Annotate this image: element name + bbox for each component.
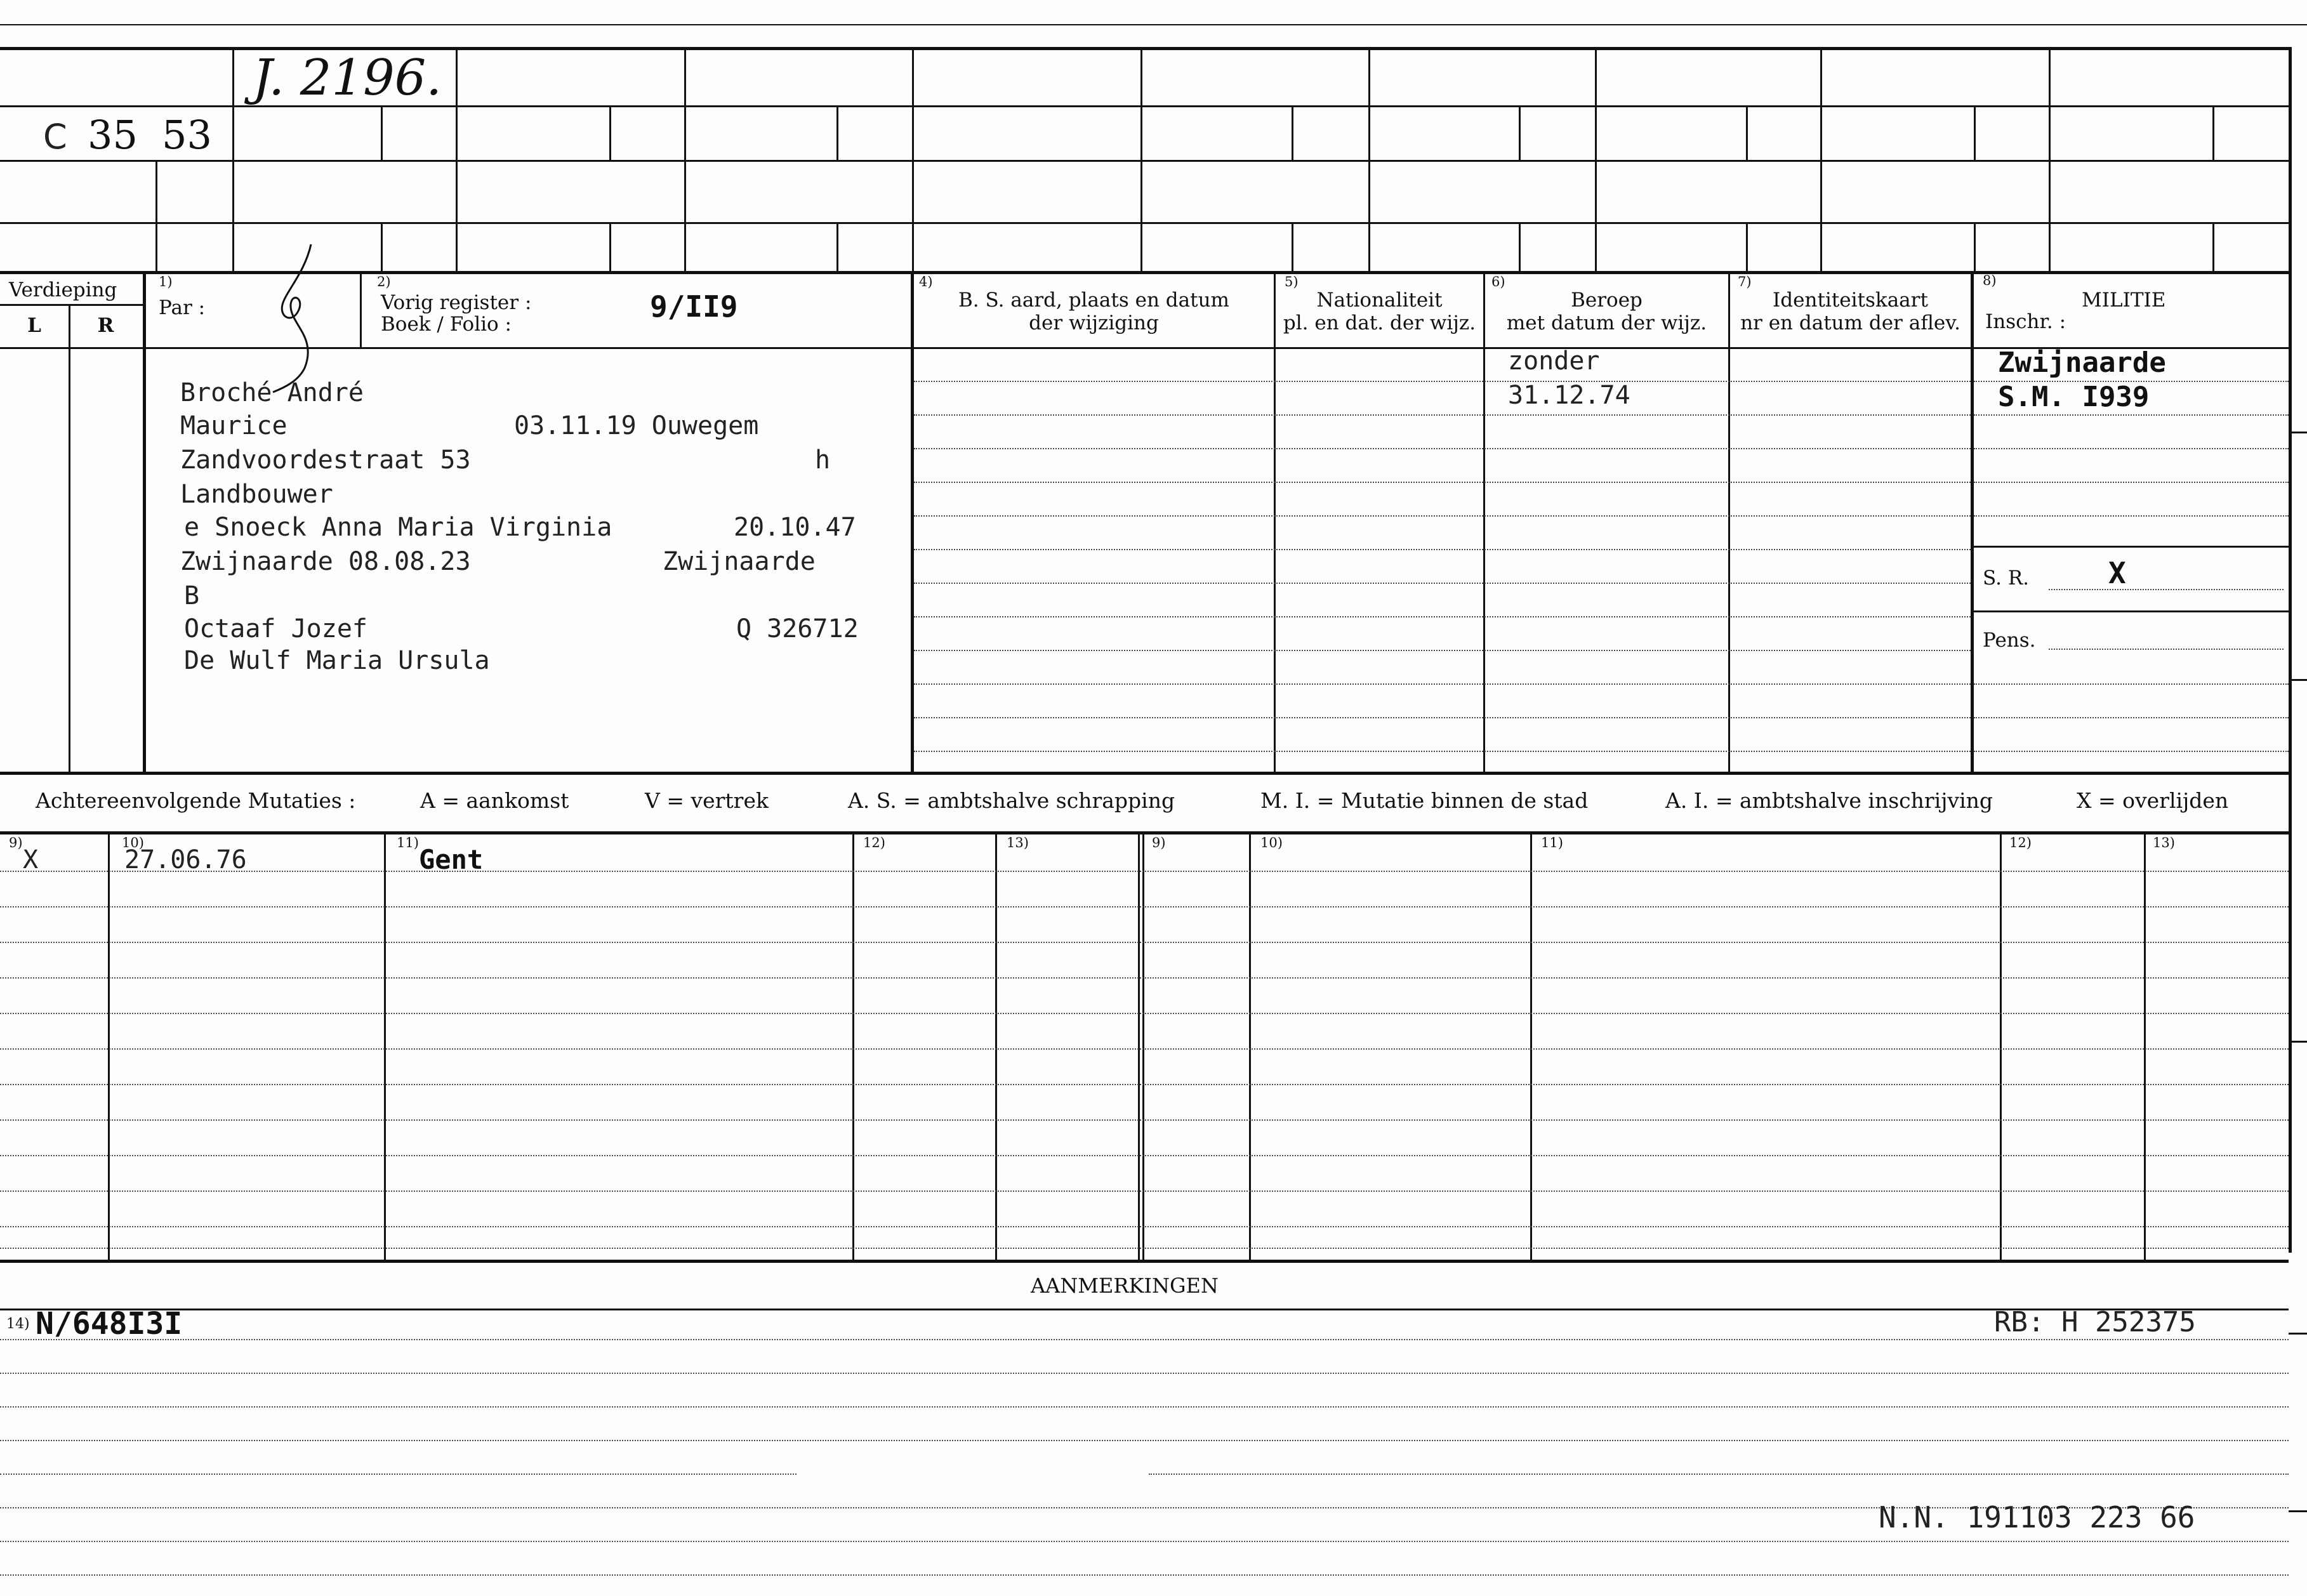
code-b: 53 xyxy=(162,112,212,158)
card-number: Q 326712 xyxy=(736,614,859,643)
bs-header-1: B. S. aard, plaats en datum xyxy=(958,289,1229,312)
code-letter: C xyxy=(43,117,67,157)
pen-stroke-mark xyxy=(267,241,343,393)
mother-name: De Wulf Maria Ursula xyxy=(184,646,490,675)
father-name: Octaaf Jozef xyxy=(184,614,367,643)
id-header-1: Identiteitskaart xyxy=(1773,289,1928,312)
bs-header-2: der wijziging xyxy=(1029,312,1159,334)
n6-label: 6) xyxy=(1491,274,1505,289)
n5-label: 5) xyxy=(1285,274,1299,289)
legend-overlijden: X = overlijden xyxy=(2077,788,2229,813)
person-occupation: Landbouwer xyxy=(180,480,333,509)
m10-label: 10) xyxy=(122,835,144,850)
legend-schrapping: A. S. = ambtshalve schrapping xyxy=(848,788,1175,813)
sr-value: X xyxy=(2108,556,2126,590)
n1-label: 1) xyxy=(159,274,173,289)
m13-label: 13) xyxy=(1007,835,1029,850)
code-a: 35 xyxy=(88,112,138,158)
beroep-value: zonder xyxy=(1508,346,1600,376)
legend-inschrijving: A. I. = ambtshalve inschrijving xyxy=(1665,788,1993,813)
n2-label: 2) xyxy=(377,274,391,289)
remarks-nn: N.N. 191103 223 66 xyxy=(1879,1500,2195,1534)
mutaties-label: Achtereenvolgende Mutaties : xyxy=(36,788,356,813)
l-label: L xyxy=(27,314,41,337)
remarks-rb: RB: H 252375 xyxy=(1994,1306,2196,1338)
par-label: Par : xyxy=(159,296,206,319)
m10b-label: 10) xyxy=(1260,835,1283,850)
h-mark: h xyxy=(815,445,831,475)
mutation-type: X xyxy=(23,845,39,874)
vorig-register-value: 9/II9 xyxy=(650,289,738,324)
nat-header-1: Nationaliteit xyxy=(1316,289,1443,312)
m12-label: 12) xyxy=(863,835,885,850)
boek-folio-label: Boek / Folio : xyxy=(381,313,512,336)
m13b-label: 13) xyxy=(2153,835,2175,850)
beroep-header-2: met datum der wijz. xyxy=(1506,312,1707,334)
beroep-header-1: Beroep xyxy=(1571,289,1643,312)
r-label: R xyxy=(97,314,114,337)
inschr-label: Inschr. : xyxy=(1985,310,2066,333)
handwritten-ref: J. 2196. xyxy=(253,49,442,107)
pens-label: Pens. xyxy=(1983,629,2036,652)
remarks-n-number: N/648I3I xyxy=(36,1306,183,1342)
mutation-date: 27.06.76 xyxy=(124,845,247,874)
aanmerkingen-label: AANMERKINGEN xyxy=(1031,1274,1219,1298)
m11-label: 11) xyxy=(397,835,419,850)
n7-label: 7) xyxy=(1738,274,1752,289)
marriage-place: Zwijnaarde xyxy=(663,547,816,576)
marriage-date: 20.10.47 xyxy=(734,513,856,542)
militie-label: MILITIE xyxy=(2082,289,2166,312)
n14-label: 14) xyxy=(6,1316,30,1332)
vorig-register-label: Vorig register : xyxy=(381,291,532,314)
verdieping-label: Verdieping xyxy=(9,279,117,301)
b-mark: B xyxy=(184,581,200,610)
person-birth: 03.11.19 Ouwegem xyxy=(514,411,759,440)
person-spouse: e Snoeck Anna Maria Virginia xyxy=(184,513,612,542)
beroep-date: 31.12.74 xyxy=(1508,381,1630,410)
nat-header-2: pl. en dat. der wijz. xyxy=(1283,312,1476,334)
m12b-label: 12) xyxy=(2009,835,2032,850)
m9b-label: 9) xyxy=(1152,835,1166,850)
legend-vertrek: V = vertrek xyxy=(645,788,769,813)
mutation-place: Gent xyxy=(419,844,484,875)
m11b-label: 11) xyxy=(1541,835,1563,850)
n8-label: 8) xyxy=(1983,273,1997,288)
id-header-2: nr en datum der aflev. xyxy=(1740,312,1960,334)
n4-label: 4) xyxy=(919,274,933,289)
legend-mutatie-stad: M. I. = Mutatie binnen de stad xyxy=(1260,788,1589,813)
legend-aankomst: A = aankomst xyxy=(420,788,569,813)
person-street: Zandvoordestraat 53 xyxy=(180,445,471,475)
person-name: Broché André xyxy=(180,378,364,407)
militie-place: Zwijnaarde xyxy=(1998,346,2166,379)
person-given2: Maurice xyxy=(180,411,288,440)
m9-label: 9) xyxy=(9,835,23,850)
militie-sm: S.M. I939 xyxy=(1998,381,2150,413)
spouse-birth: Zwijnaarde 08.08.23 xyxy=(180,547,471,576)
sr-label: S. R. xyxy=(1983,567,2030,590)
